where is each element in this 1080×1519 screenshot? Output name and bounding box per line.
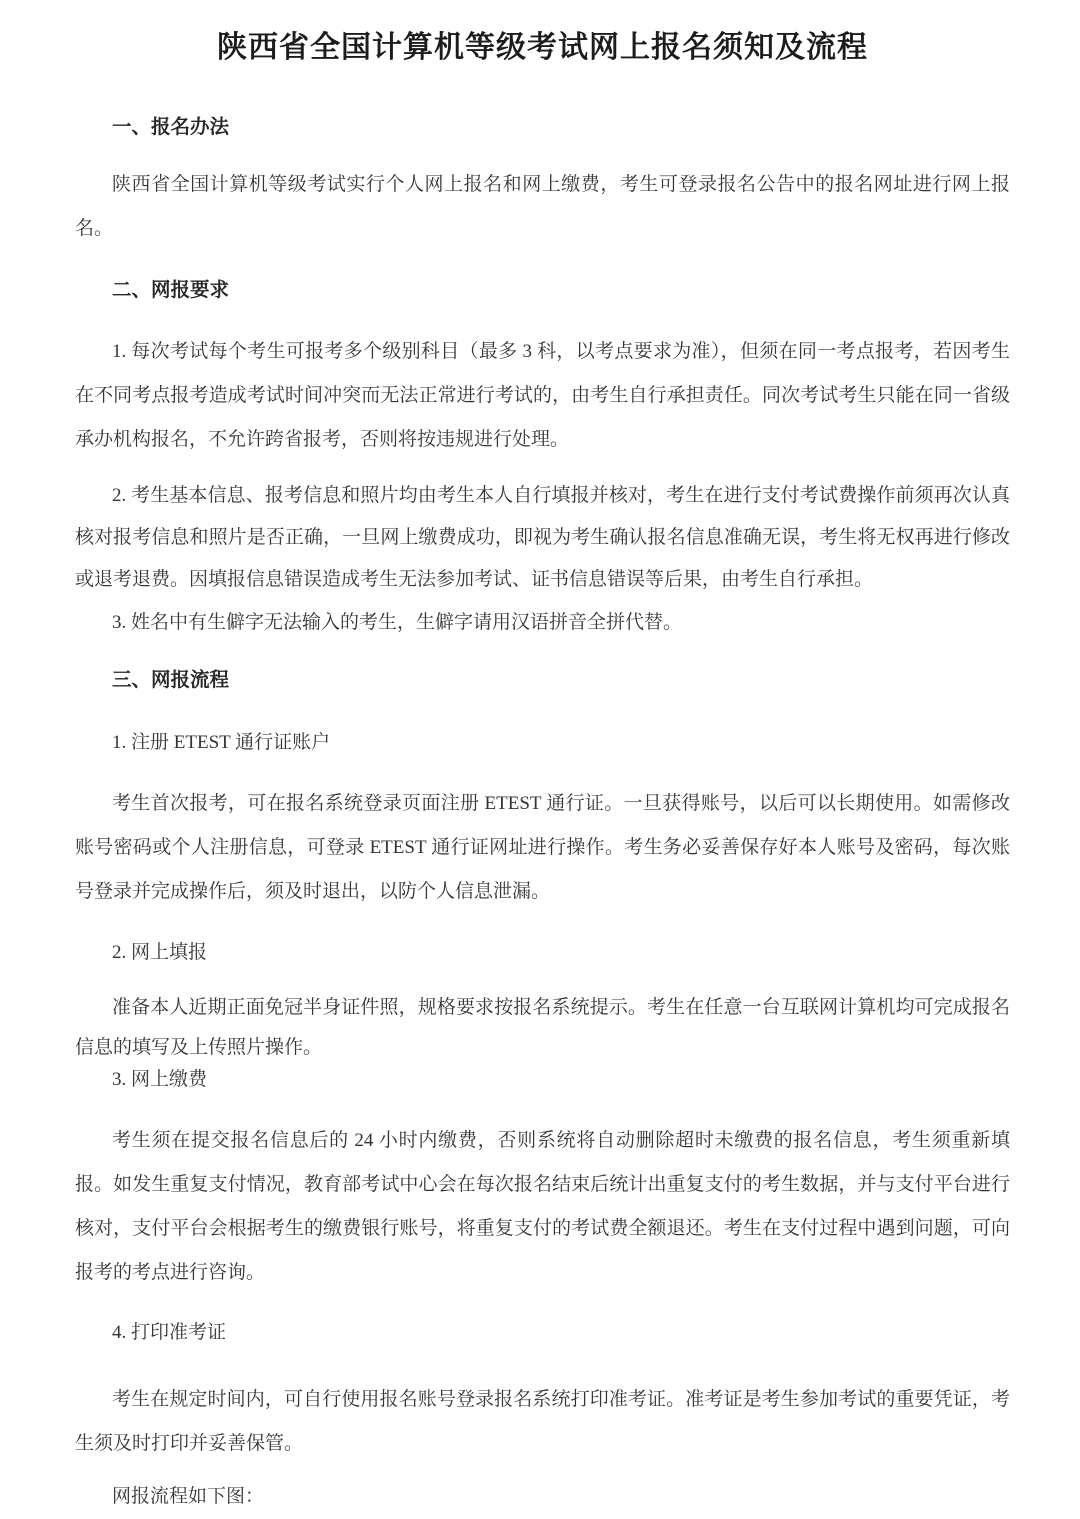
section2-heading: 二、网报要求 [112,280,230,301]
section2-rule-2: 2. 考生基本信息、报考信息和照片均由考生本人自行填报并核对，考生在进行支付考试费操作前须再次认真核对报考信息和照片是否正确，一旦网上缴费成功，即视为考生确认报名信息准确无误，考生将无权再进行修改或退考退费。因填报信息错误造成考生无法参加考试、证书信息错误等后果，由考生自行承担。 [75,485,1010,590]
step1-paragraph: 考生首次报考，可在报名系统登录页面注册 ETEST 通行证。一旦获得账号，以后可以长期使用。如需修改账号密码或个人注册信息，可登录 ETEST 通行证网址进行操作。考生务必妥善保存好本人账号及密码，每次账号登录并完成操作后，须及时退出，以防个人信息泄漏。 [75,793,1010,902]
document-page [0,24,1080,1507]
step1-heading: 1. 注册 ETEST 通行证账户 [112,732,331,753]
section2-rule-3: 3. 姓名中有生僻字无法输入的考生，生僻字请用汉语拼音全拼代替。 [112,612,683,633]
section1-heading: 一、报名办法 [112,117,230,138]
section2-rule-1: 1. 每次考试每个考生可报考多个级别科目（最多 3 科，以考点要求为准），但须在同一考点报考，若因考生在不同考点报考造成考试时间冲突而无法正常进行考试的，由考生自行承担责任。同次考试考生只能在同一省级承办机构报名，不允许跨省报考，否则将按违规进行处理。 [75,341,1010,450]
section3-heading: 三、网报流程 [112,670,230,691]
step2-paragraph: 准备本人近期正面免冠半身证件照，规格要求按报名系统提示。考生在任意一台互联网计算机均可完成报名信息的填写及上传照片操作。 [75,997,1010,1058]
step3-heading: 3. 网上缴费 [112,1069,208,1090]
flow-note: 网报流程如下图： [112,1486,265,1507]
step3-paragraph: 考生须在提交报名信息后的 24 小时内缴费，否则系统将自动删除超时未缴费的报名信息，考生须重新填报。如发生重复支付情况，教育部考试中心会在每次报名结束后统计出重复支付的考生数据，并与支付平台进行核对，支付平台会根据考生的缴费银行账号，将重复支付的考试费全额退还。考生在支付过程中遇到问题，可向报考的考点进行咨询。 [75,1130,1010,1283]
step4-paragraph: 考生在规定时间内，可自行使用报名账号登录报名系统打印准考证。准考证是考生参加考试的重要凭证，考生须及时打印并妥善保管。 [75,1389,1010,1454]
step4-heading: 4. 打印准考证 [112,1322,227,1343]
step2-heading: 2. 网上填报 [112,942,208,963]
doc-title: 陕西省全国计算机等级考试网上报名须知及流程 [217,31,868,64]
section1-paragraph: 陕西省全国计算机等级考试实行个人网上报名和网上缴费，考生可登录报名公告中的报名网址进行网上报名。 [75,174,1010,239]
